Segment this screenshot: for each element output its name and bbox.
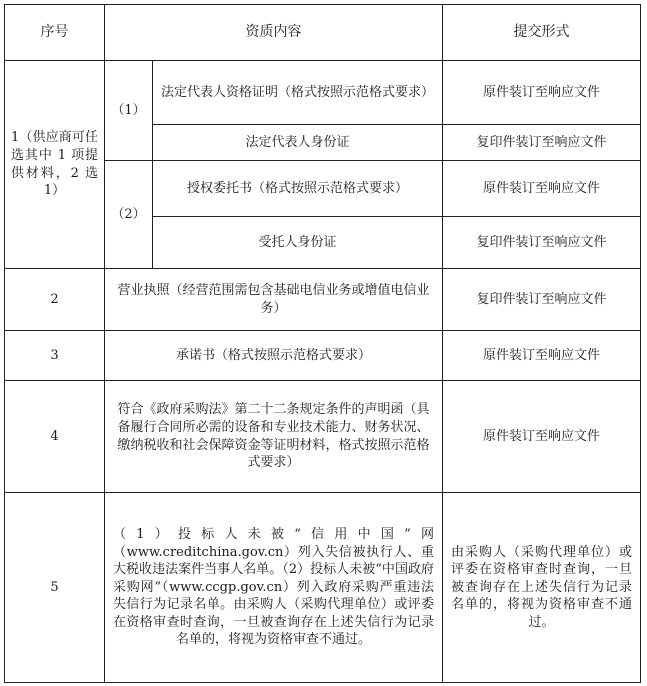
table-row <box>5 381 641 493</box>
row1-sub1-label: （1） <box>105 61 153 161</box>
row4-seq: 4 <box>5 381 105 493</box>
row1-sub1-item1-content: 法定代表人资格证明（格式按照示范格式要求） <box>153 61 443 125</box>
row1-sub2-label: （2） <box>105 161 153 269</box>
header-form: 提交形式 <box>443 5 641 61</box>
row1-sub1-item2-content: 法定代表人身份证 <box>153 125 443 161</box>
row5-seq: 5 <box>5 493 105 683</box>
table-row <box>5 331 641 381</box>
header-seq: 序号 <box>5 5 105 61</box>
row2-form: 复印件装订至响应文件 <box>443 269 641 331</box>
row1-sub2-item2-form: 复印件装订至响应文件 <box>443 217 641 269</box>
row2-content: 营业执照（经营范围需包含基础电信业务或增值电信业务） <box>105 269 443 331</box>
row3-seq: 3 <box>5 331 105 381</box>
row1-sub1-item2-form: 复印件装订至响应文件 <box>443 125 641 161</box>
row2-seq: 2 <box>5 269 105 331</box>
table-row <box>5 493 641 683</box>
row5-content: （1）投标人未被“信用中国”网（www.creditchina.gov.cn）列入失信被执行人、重大税收违法案件当事人名单。（2）投标人未被“中国政府采购网”（www.ccgp.gov.cn）列入政府采购严重违法失信行为记录名单。由采购人（采购代理单位）或评委在资格审查时查询，一旦被查询存在上述失信行为记录名单的，将视为资格审查不通过。 <box>105 493 443 683</box>
header-row <box>5 5 641 61</box>
table-row <box>5 269 641 331</box>
row4-content: 符合《政府采购法》第二十二条规定条件的声明函（具备履行合同所必需的设备和专业技术能力、财务状况、缴纳税收和社会保障资金等证明材料，格式按照示范格式要求） <box>105 381 443 493</box>
row1-sub1-item1-form: 原件装订至响应文件 <box>443 61 641 125</box>
row3-content: 承诺书（格式按照示范格式要求） <box>105 331 443 381</box>
row1-sub2-item2-content: 受托人身份证 <box>153 217 443 269</box>
row1-sub2-item1-form: 原件装订至响应文件 <box>443 161 641 217</box>
table-row <box>5 61 641 125</box>
row3-form: 原件装订至响应文件 <box>443 331 641 381</box>
row1-seq: 1（供应商可任选其中 1 项提供材料，2 选 1） <box>5 61 105 269</box>
header-content: 资质内容 <box>105 5 443 61</box>
row1-sub2-item1-content: 授权委托书（格式按照示范格式要求） <box>153 161 443 217</box>
row5-form: 由采购人（采购代理单位）或评委在资格审查时查询，一旦被查询存在上述失信行为记录名单的，将视为资格审查不通过。 <box>443 493 641 683</box>
qualification-table <box>4 4 641 683</box>
row4-form: 原件装订至响应文件 <box>443 381 641 493</box>
